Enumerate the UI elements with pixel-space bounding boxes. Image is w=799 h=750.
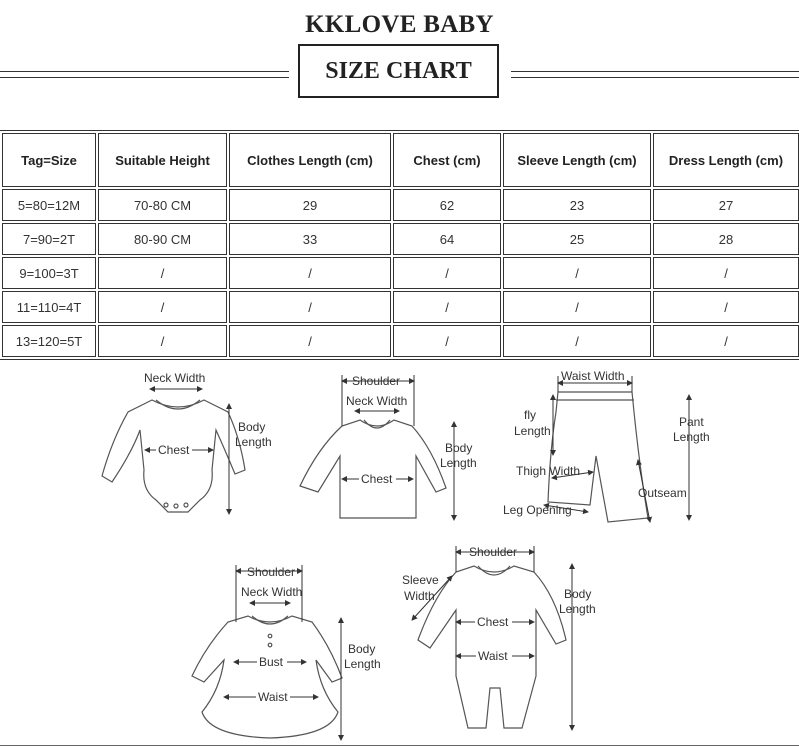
tshirt-neck-width-label: Neck Width	[346, 394, 408, 408]
pants-pant-label-1: Pant	[679, 415, 704, 429]
pants-thigh-width-label: Thigh Width	[516, 464, 581, 478]
pants-waist-width-label: Waist Width	[561, 369, 625, 383]
dress-bust-label: Bust	[259, 655, 284, 669]
romper-sleeve-label-1: Sleeve	[402, 573, 439, 587]
tshirt-diagram	[300, 374, 477, 520]
table-cell: 70-80 CM	[98, 189, 227, 221]
tshirt-collar	[364, 420, 390, 428]
table-cell: 62	[393, 189, 501, 221]
table-cell: /	[229, 291, 391, 323]
col-header-dress-length: Dress Length (cm)	[653, 133, 799, 187]
tshirt-shoulder-label: Shoulder	[352, 374, 401, 388]
table-cell: 11=110=4T	[2, 291, 96, 323]
col-header-clothes-length: Clothes Length (cm)	[229, 133, 391, 187]
table-cell: 28	[653, 223, 799, 255]
bodysuit-chest-label: Chest	[158, 443, 190, 457]
table-cell: /	[393, 291, 501, 323]
pants-diagram	[503, 369, 710, 522]
dress-waist-label: Waist	[258, 690, 288, 704]
table-cell: /	[229, 257, 391, 289]
col-header-chest: Chest (cm)	[393, 133, 501, 187]
dress-outline	[192, 616, 342, 738]
table-cell: 5=80=12M	[2, 189, 96, 221]
bodysuit-body-label-1: Body	[238, 420, 266, 434]
table-cell: 25	[503, 223, 651, 255]
snap-buttons	[164, 503, 188, 508]
tshirt-outline	[300, 420, 446, 518]
table-cell: /	[503, 257, 651, 289]
bodysuit-body-label-2: Length	[235, 435, 272, 449]
dress-shoulder-label: Shoulder	[247, 565, 296, 579]
bodysuit-neck-width-label: Neck Width	[144, 371, 206, 385]
romper-shoulder-label: Shoulder	[469, 545, 518, 559]
size-chart-title: SIZE CHART	[298, 44, 499, 98]
col-header-sleeve-length: Sleeve Length (cm)	[503, 133, 651, 187]
tshirt-body-label-1: Body	[445, 441, 473, 455]
pants-fly-label-2: Length	[514, 424, 551, 438]
bottom-rule	[0, 745, 799, 746]
dress-body-label-1: Body	[348, 642, 376, 656]
pants-fly-label-1: fly	[524, 408, 536, 422]
table-cell: /	[393, 257, 501, 289]
table-cell: /	[393, 325, 501, 357]
col-header-tag-size: Tag=Size	[2, 133, 96, 187]
table-cell: 7=90=2T	[2, 223, 96, 255]
table-cell: /	[653, 257, 799, 289]
table-cell: /	[503, 325, 651, 357]
dress-buttons	[268, 634, 272, 647]
table-cell: 27	[653, 189, 799, 221]
table-cell: /	[653, 325, 799, 357]
table-cell: 29	[229, 189, 391, 221]
romper-chest-label: Chest	[477, 615, 509, 629]
table-cell: 64	[393, 223, 501, 255]
romper-diagram	[402, 545, 596, 730]
romper-sleeve-label-2: Width	[404, 589, 435, 603]
col-header-height: Suitable Height	[98, 133, 227, 187]
table-cell: /	[98, 325, 227, 357]
dress-diagram	[192, 565, 381, 740]
table-cell: /	[98, 257, 227, 289]
brand-name: KKLOVE BABY	[305, 11, 494, 38]
dress-neck-width-label: Neck Width	[241, 585, 303, 599]
table-cell: 9=100=3T	[2, 257, 96, 289]
table-cell: 13=120=5T	[2, 325, 96, 357]
dress-body-label-2: Length	[344, 657, 381, 671]
table-cell: 23	[503, 189, 651, 221]
pants-leg-opening-label: Leg Opening	[503, 503, 572, 517]
table-cell: 80-90 CM	[98, 223, 227, 255]
romper-waist-label: Waist	[478, 649, 508, 663]
table-cell: /	[653, 291, 799, 323]
bodysuit-diagram	[102, 371, 272, 514]
tshirt-body-label-2: Length	[440, 456, 477, 470]
romper-body-label-2: Length	[559, 602, 596, 616]
table-cell: /	[229, 325, 391, 357]
pants-pant-label-2: Length	[673, 430, 710, 444]
pants-outseam-label: Outseam	[638, 486, 687, 500]
dress-collar	[252, 616, 288, 624]
romper-collar	[478, 566, 510, 575]
tshirt-chest-label: Chest	[361, 472, 393, 486]
table-cell: 33	[229, 223, 391, 255]
table-cell: /	[98, 291, 227, 323]
table-cell: /	[503, 291, 651, 323]
bodysuit-collar	[156, 400, 200, 409]
romper-body-label-1: Body	[564, 587, 592, 601]
romper-outline	[418, 566, 566, 728]
